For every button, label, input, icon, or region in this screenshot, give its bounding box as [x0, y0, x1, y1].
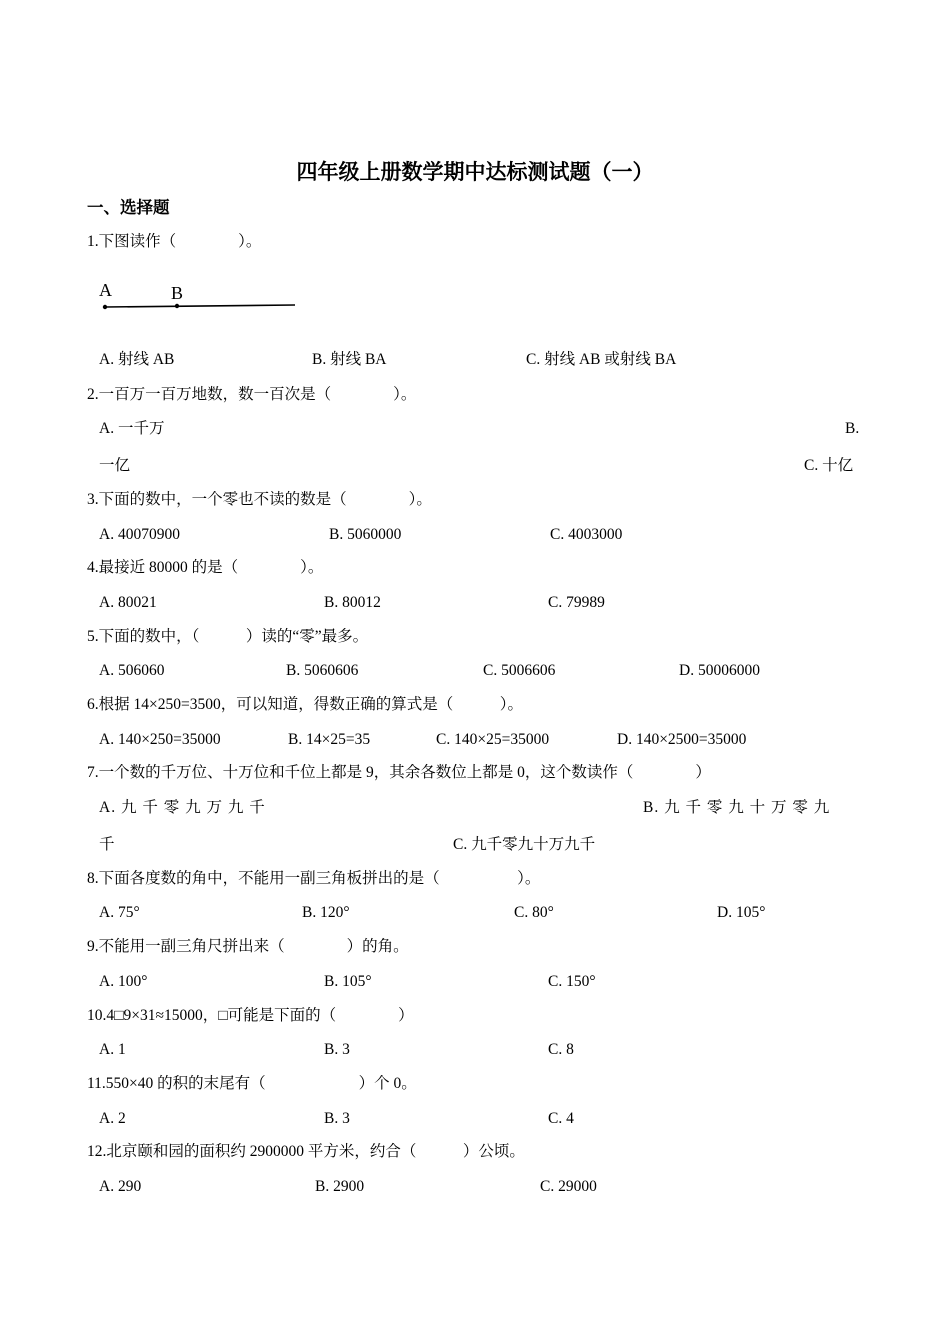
option-12c[interactable]: C. 29000 [540, 1178, 597, 1195]
option-8b[interactable]: B. 120° [302, 904, 350, 921]
option-11c[interactable]: C. 4 [548, 1110, 574, 1127]
option-2a[interactable]: A. 一千万 [99, 420, 165, 437]
option-4b[interactable]: B. 80012 [324, 594, 381, 611]
question-6: 6.根据 14×250=3500，可以知道，得数正确的算式是（ ）。 [87, 696, 523, 713]
option-7a[interactable]: A. 九 千 零 九 万 九 千 [99, 799, 266, 816]
option-5c[interactable]: C. 5006606 [483, 662, 556, 679]
option-6d[interactable]: D. 140×2500=35000 [617, 731, 747, 748]
question-10: 10.4□9×31≈15000，□可能是下面的（ ） [87, 1007, 414, 1024]
option-9b[interactable]: B. 105° [324, 973, 372, 990]
option-6c[interactable]: C. 140×25=35000 [436, 731, 550, 748]
option-11b[interactable]: B. 3 [324, 1110, 350, 1127]
option-3a[interactable]: A. 40070900 [99, 526, 180, 543]
option-8c[interactable]: C. 80° [514, 904, 554, 921]
question-12: 12.北京颐和园的面积约 2900000 平方米，约合（ ）公顷。 [87, 1143, 525, 1160]
question-5: 5.下面的数中，（ ）读的“零”最多。 [87, 628, 369, 645]
option-10b[interactable]: B. 3 [324, 1041, 350, 1058]
option-2b[interactable]: B. [845, 420, 860, 437]
option-3c[interactable]: C. 4003000 [550, 526, 623, 543]
option-2b-text[interactable]: 一亿 [99, 457, 131, 474]
point-label-a: A [99, 280, 112, 300]
option-3b[interactable]: B. 5060000 [329, 526, 402, 543]
option-11a[interactable]: A. 2 [99, 1110, 126, 1127]
question-9: 9.不能用一副三角尺拼出来（ ）的角。 [87, 938, 409, 955]
question-4: 4.最接近 80000 的是（ ）。 [87, 559, 324, 576]
question-2: 2.一百万一百万地数，数一百次是（ ）。 [87, 386, 417, 403]
question-8: 8.下面各度数的角中，不能用一副三角板拼出的是（ ）。 [87, 870, 541, 887]
option-1a[interactable]: A. 射线 AB [99, 351, 175, 368]
option-12a[interactable]: A. 290 [99, 1178, 142, 1195]
option-8d[interactable]: D. 105° [717, 904, 766, 921]
option-5a[interactable]: A. 506060 [99, 662, 165, 679]
ray-line [98, 298, 318, 318]
question-3: 3.下面的数中，一个零也不读的数是（ ）。 [87, 491, 432, 508]
option-5b[interactable]: B. 5060606 [286, 662, 359, 679]
section-heading: 一、选择题 [87, 198, 170, 217]
option-9a[interactable]: A. 100° [99, 973, 148, 990]
option-4a[interactable]: A. 80021 [99, 594, 157, 611]
option-7b-continued[interactable]: 千 [99, 836, 115, 853]
option-1c[interactable]: C. 射线 AB 或射线 BA [526, 351, 677, 368]
option-6b[interactable]: B. 14×25=35 [288, 731, 371, 748]
option-1b[interactable]: B. 射线 BA [312, 351, 387, 368]
option-9c[interactable]: C. 150° [548, 973, 596, 990]
option-6a[interactable]: A. 140×250=35000 [99, 731, 221, 748]
option-2c[interactable]: C. 十亿 [804, 457, 854, 474]
option-7c[interactable]: C. 九千零九十万九千 [453, 836, 596, 853]
question-7: 7.一个数的千万位、十万位和千位上都是 9，其余各数位上都是 0，这个数读作（ ） [87, 764, 711, 781]
page-title: 四年级上册数学期中达标测试题（一） [296, 160, 654, 184]
point-label-b: B [171, 283, 184, 303]
option-10c[interactable]: C. 8 [548, 1041, 574, 1058]
option-8a[interactable]: A. 75° [99, 904, 140, 921]
option-12b[interactable]: B. 2900 [315, 1178, 365, 1195]
option-5d[interactable]: D. 50006000 [679, 662, 760, 679]
question-11: 11.550×40 的积的末尾有（ ）个 0。 [87, 1075, 417, 1092]
option-7b[interactable]: B. 九 千 零 九 十 万 零 九 [643, 799, 831, 816]
question-1: 1.下图读作（ ）。 [87, 233, 262, 250]
option-4c[interactable]: C. 79989 [548, 594, 605, 611]
option-10a[interactable]: A. 1 [99, 1041, 126, 1058]
